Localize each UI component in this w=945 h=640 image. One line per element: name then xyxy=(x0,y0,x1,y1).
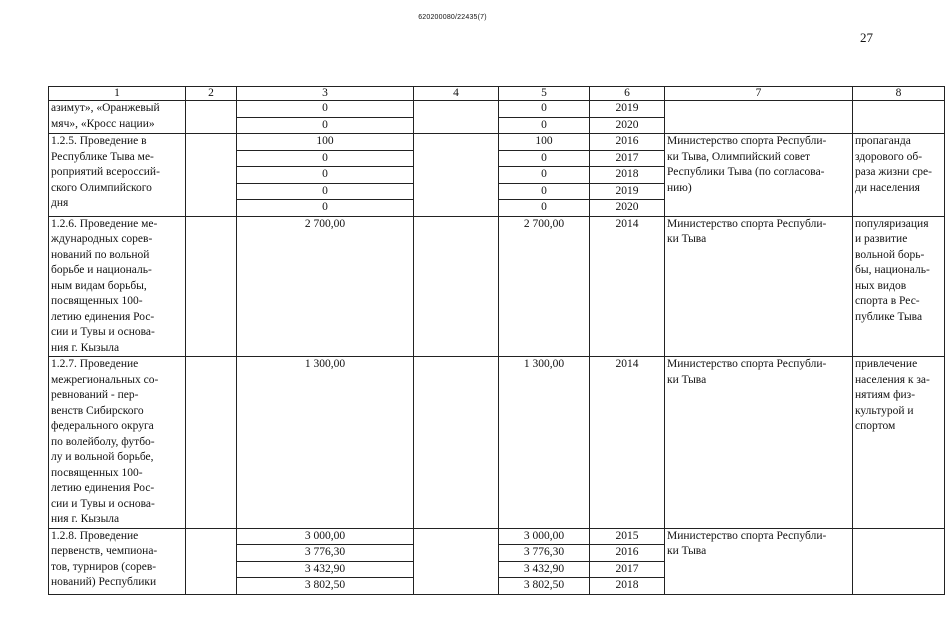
table-row xyxy=(49,528,945,545)
responsible-cell-text: Министерство спорта Республи- ки Тыва, Олимпийский совет Республики Тыва (по согласова- нию) xyxy=(667,135,827,194)
year-cell xyxy=(590,150,665,167)
amount-total-cell xyxy=(237,150,414,167)
amount-budget-cell xyxy=(499,134,590,151)
column-4-cell xyxy=(414,357,499,529)
amount-total-cell xyxy=(237,117,414,134)
year-cell-text: 2018 xyxy=(615,168,639,180)
amount-budget-cell xyxy=(499,150,590,167)
amount-budget-cell-text: 3 432,90 xyxy=(523,562,565,575)
column-2-cell xyxy=(186,528,237,594)
year-cell xyxy=(590,200,665,217)
year-cell-text: 2020 xyxy=(615,118,639,131)
page-number: 27 xyxy=(860,30,873,45)
table-row xyxy=(49,216,945,357)
amount-budget-cell xyxy=(499,101,590,118)
year-cell xyxy=(590,561,665,578)
amount-budget-cell xyxy=(499,357,590,529)
amount-budget-cell xyxy=(499,528,590,545)
amount-budget-cell xyxy=(499,561,590,578)
amount-budget-cell-text: 100 xyxy=(535,135,553,147)
goal-cell xyxy=(853,528,945,594)
year-cell xyxy=(590,117,665,134)
amount-budget-cell-text: 0 xyxy=(541,201,547,213)
amount-budget-cell-text: 3 776,30 xyxy=(523,546,565,558)
year-cell-text: 2017 xyxy=(615,151,639,164)
responsible-cell-text: Министерство спорта Республи- ки Тыва xyxy=(667,529,827,557)
amount-total-cell xyxy=(237,101,414,118)
amount-budget-cell xyxy=(499,200,590,217)
activity-cell-text: 1.2.6. Проведение ме- ждународных сорев- нований по вольной борьбе и националь- ным видам борьбы, посвященных 100- летию единения Рос- сии и Тувы и основа- ния г. Кызыла xyxy=(51,217,158,354)
amount-budget-cell-text: 3 000,00 xyxy=(523,529,565,542)
year-cell xyxy=(590,357,665,529)
year-cell-text: 2018 xyxy=(615,579,639,591)
year-cell-text: 2019 xyxy=(615,102,639,114)
program-table xyxy=(48,86,945,595)
amount-total-cell xyxy=(237,357,414,529)
amount-total-cell-text: 3 776,30 xyxy=(304,546,346,558)
activity-cell xyxy=(49,134,186,217)
table-row xyxy=(49,101,945,118)
amount-budget-cell xyxy=(499,216,590,357)
year-cell xyxy=(590,528,665,545)
responsible-cell-text: Министерство спорта Республи- ки Тыва xyxy=(667,217,827,245)
year-cell-text: 2014 xyxy=(615,217,639,230)
amount-total-cell xyxy=(237,545,414,562)
year-cell-text: 2014 xyxy=(615,358,639,370)
amount-budget-cell-text: 2 700,00 xyxy=(523,217,565,230)
column-header: 4 xyxy=(414,87,499,101)
amount-total-cell-text: 0 xyxy=(322,184,328,197)
column-2-cell xyxy=(186,134,237,217)
goal-cell xyxy=(853,101,945,134)
goal-cell xyxy=(853,134,945,217)
responsible-cell xyxy=(665,528,853,594)
year-cell xyxy=(590,183,665,200)
amount-budget-cell xyxy=(499,167,590,184)
column-header: 5 xyxy=(499,87,590,101)
year-cell xyxy=(590,545,665,562)
responsible-cell xyxy=(665,357,853,529)
amount-total-cell-text: 0 xyxy=(322,151,328,164)
amount-total-cell xyxy=(237,167,414,184)
amount-total-cell xyxy=(237,183,414,200)
year-cell-text: 2016 xyxy=(615,546,639,558)
column-header: 2 xyxy=(186,87,237,101)
amount-budget-cell xyxy=(499,545,590,562)
column-2-cell xyxy=(186,101,237,134)
amount-total-cell-text: 3 432,90 xyxy=(304,562,346,575)
amount-total-cell xyxy=(237,561,414,578)
amount-total-cell-text: 3 802,50 xyxy=(304,579,346,591)
activity-cell xyxy=(49,216,186,357)
year-cell xyxy=(590,216,665,357)
amount-total-cell xyxy=(237,134,414,151)
column-2-cell xyxy=(186,357,237,529)
goal-cell xyxy=(853,216,945,357)
column-header: 7 xyxy=(665,87,853,101)
year-cell xyxy=(590,101,665,118)
amount-budget-cell-text: 0 xyxy=(541,118,547,131)
amount-budget-cell xyxy=(499,578,590,595)
amount-budget-cell xyxy=(499,183,590,200)
column-4-cell xyxy=(414,101,499,134)
activity-cell xyxy=(49,528,186,594)
amount-budget-cell-text: 3 802,50 xyxy=(523,579,565,591)
activity-cell xyxy=(49,357,186,529)
activity-cell xyxy=(49,101,186,134)
year-cell xyxy=(590,167,665,184)
amount-total-cell-text: 0 xyxy=(322,201,328,213)
column-4-cell xyxy=(414,216,499,357)
table-row xyxy=(49,357,945,529)
amount-budget-cell xyxy=(499,117,590,134)
amount-total-cell-text: 2 700,00 xyxy=(304,217,346,230)
amount-total-cell xyxy=(237,216,414,357)
amount-budget-cell-text: 1 300,00 xyxy=(523,358,565,370)
column-header: 6 xyxy=(590,87,665,101)
activity-cell-text: 1.2.5. Проведение в Республике Тыва ме- роприятий всероссий- ского Олимпийского дня xyxy=(51,135,160,209)
responsible-cell xyxy=(665,101,853,134)
responsible-cell xyxy=(665,134,853,217)
amount-total-cell-text: 3 000,00 xyxy=(304,529,346,542)
column-header: 8 xyxy=(853,87,945,101)
amount-total-cell-text: 1 300,00 xyxy=(304,358,346,370)
year-cell-text: 2017 xyxy=(615,562,639,575)
document-id: 620200080/22435(7) xyxy=(418,14,487,21)
amount-total-cell xyxy=(237,578,414,595)
goal-cell xyxy=(853,357,945,529)
amount-total-cell-text: 0 xyxy=(322,118,328,131)
column-2-cell xyxy=(186,216,237,357)
amount-total-cell-text: 100 xyxy=(316,135,334,147)
column-4-cell xyxy=(414,134,499,217)
goal-cell-text: привлечение населения к за- нятиям физ- культурой и спортом xyxy=(855,358,930,432)
amount-total-cell xyxy=(237,200,414,217)
responsible-cell xyxy=(665,216,853,357)
amount-total-cell-text: 0 xyxy=(322,168,328,180)
amount-budget-cell-text: 0 xyxy=(541,184,547,197)
year-cell-text: 2016 xyxy=(615,135,639,147)
table-row xyxy=(49,134,945,151)
year-cell xyxy=(590,134,665,151)
amount-budget-cell-text: 0 xyxy=(541,151,547,164)
activity-cell-text: азимут», «Оранжевый мяч», «Кросс нации» xyxy=(51,102,160,130)
year-cell-text: 2015 xyxy=(615,529,639,542)
year-cell-text: 2020 xyxy=(615,201,639,213)
responsible-cell-text: Министерство спорта Республи- ки Тыва xyxy=(667,358,827,386)
year-cell-text: 2019 xyxy=(615,184,639,197)
column-4-cell xyxy=(414,528,499,594)
amount-total-cell-text: 0 xyxy=(322,102,328,114)
amount-total-cell xyxy=(237,528,414,545)
goal-cell-text: пропаганда здорового об- раза жизни сре- ди населения xyxy=(855,135,932,194)
activity-cell-text: 1.2.8. Проведение первенств, чемпиона- тов, турниров (сорев- нований) Республики xyxy=(51,529,158,588)
column-header: 3 xyxy=(237,87,414,101)
column-header: 1 xyxy=(49,87,186,101)
column-number-row xyxy=(49,87,945,101)
amount-budget-cell-text: 0 xyxy=(541,102,547,114)
activity-cell-text: 1.2.7. Проведение межрегиональных со- ревнований - пер- венств Сибирского федерального округа по волейболу, футбо- лу и вольной борьбе, посвященных 100- летию единения Рос- сии и Тувы и основа- ния г. Кызыла xyxy=(51,358,159,525)
goal-cell-text: популяризация и развитие вольной борь- бы, националь- ных видов спорта в Рес- публике Тыва xyxy=(855,217,930,323)
year-cell xyxy=(590,578,665,595)
amount-budget-cell-text: 0 xyxy=(541,168,547,180)
